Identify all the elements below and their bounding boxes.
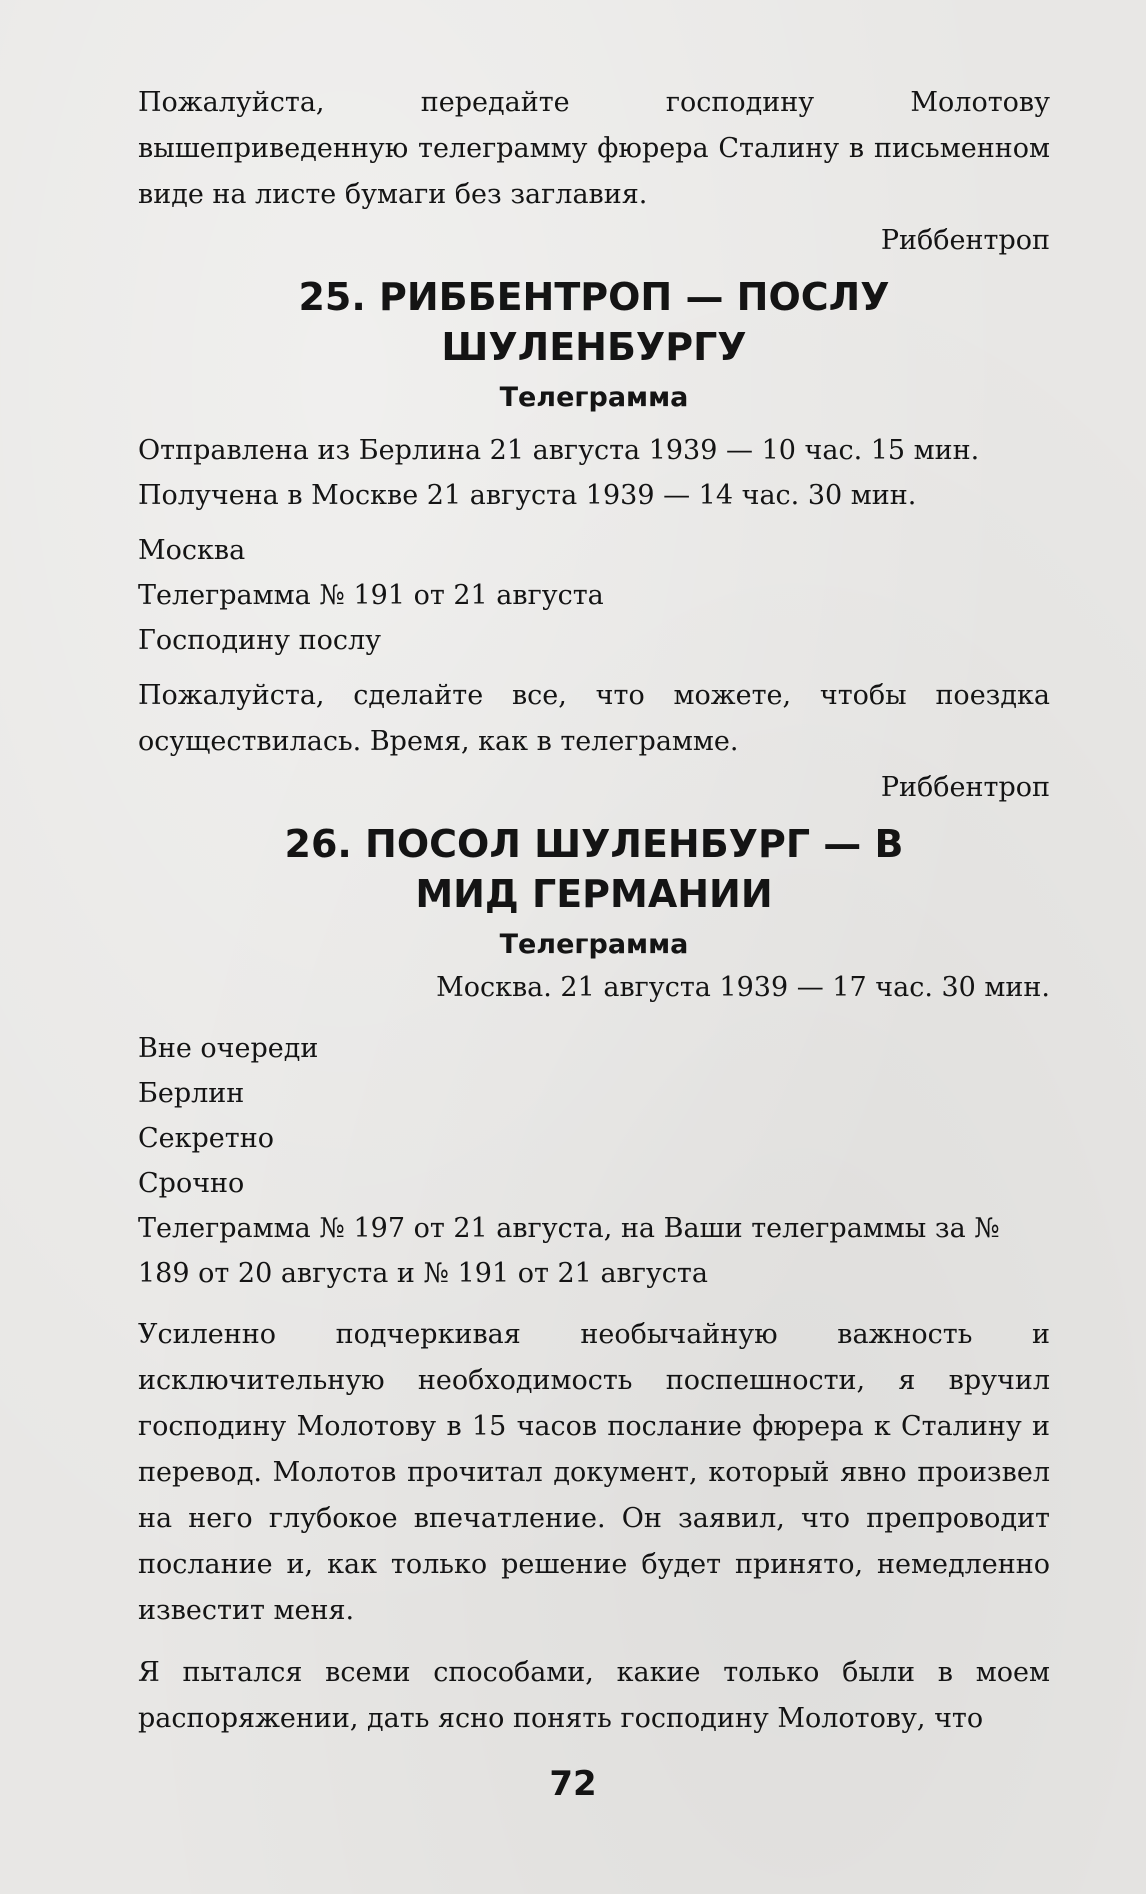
section-25-received: Получена в Москве 21 августа 1939 — 14 час. 30 мин. [138, 480, 917, 511]
section-25-body: Пожалуйста, сделайте все, что можете, чтобы поездка осуществилась. Время, как в телеграмме. [138, 680, 1050, 757]
section-25-heading: 25. РИББЕНТРОП — ПОСЛУ ШУЛЕНБУРГУ [298, 275, 890, 369]
section-25-addressee: Господину послу [138, 625, 381, 656]
section-26-priority: Вне очереди [138, 1033, 319, 1064]
section-26-classification: Секретно [138, 1123, 274, 1154]
section-25-sent: Отправлена из Берлина 21 августа 1939 — 10 час. 15 мин. [138, 435, 980, 466]
section-25-telegram-no: Телеграмма № 191 от 21 августа [138, 580, 604, 611]
section-26-subheading: Телеграмма [499, 929, 689, 960]
section-26-paragraph-2: Я пытался всеми способами, какие только были в моем распоряжении, дать ясно понять господину Молотову, что [138, 1657, 1050, 1734]
section-26-urgency: Срочно [138, 1168, 245, 1199]
top-paragraph: Пожалуйста, передайте господину Молотову вышеприведенную телеграмму фюрера Сталину в письменном виде на листе бумаги без заглавия. [138, 87, 1050, 210]
section-25-city: Москва [138, 535, 246, 566]
section-26-destination: Берлин [138, 1078, 245, 1109]
section-25-signature: Риббентроп [880, 772, 1050, 803]
page-number: 72 [549, 1764, 597, 1804]
section-26-heading: 26. ПОСОЛ ШУЛЕНБУРГ — В МИД ГЕРМАНИИ [284, 822, 904, 916]
section-26-dateline: Москва. 21 августа 1939 — 17 час. 30 мин. [436, 972, 1050, 1003]
section-25-subheading: Телеграмма [499, 382, 689, 413]
section-26-paragraph-1: Усиленно подчеркивая необычайную важность и исключительную необходимость поспешности, я вручил господину Молотову в 15 часов послание фюрера к Сталину и перевод. Молотов прочитал документ, который явно произвел на него глубокое впечатление. Он заявил, что препроводит послание и, как только решение будет принято, немедленно известит меня. [138, 1319, 1050, 1626]
top-signature: Риббентроп [880, 225, 1050, 256]
text-column [138, 80, 1050, 1742]
section-26-telegram-ref: Телеграмма № 197 от 21 августа, на Ваши телеграммы за № 189 от 20 августа и № 191 от 21 августа [138, 1213, 1000, 1289]
